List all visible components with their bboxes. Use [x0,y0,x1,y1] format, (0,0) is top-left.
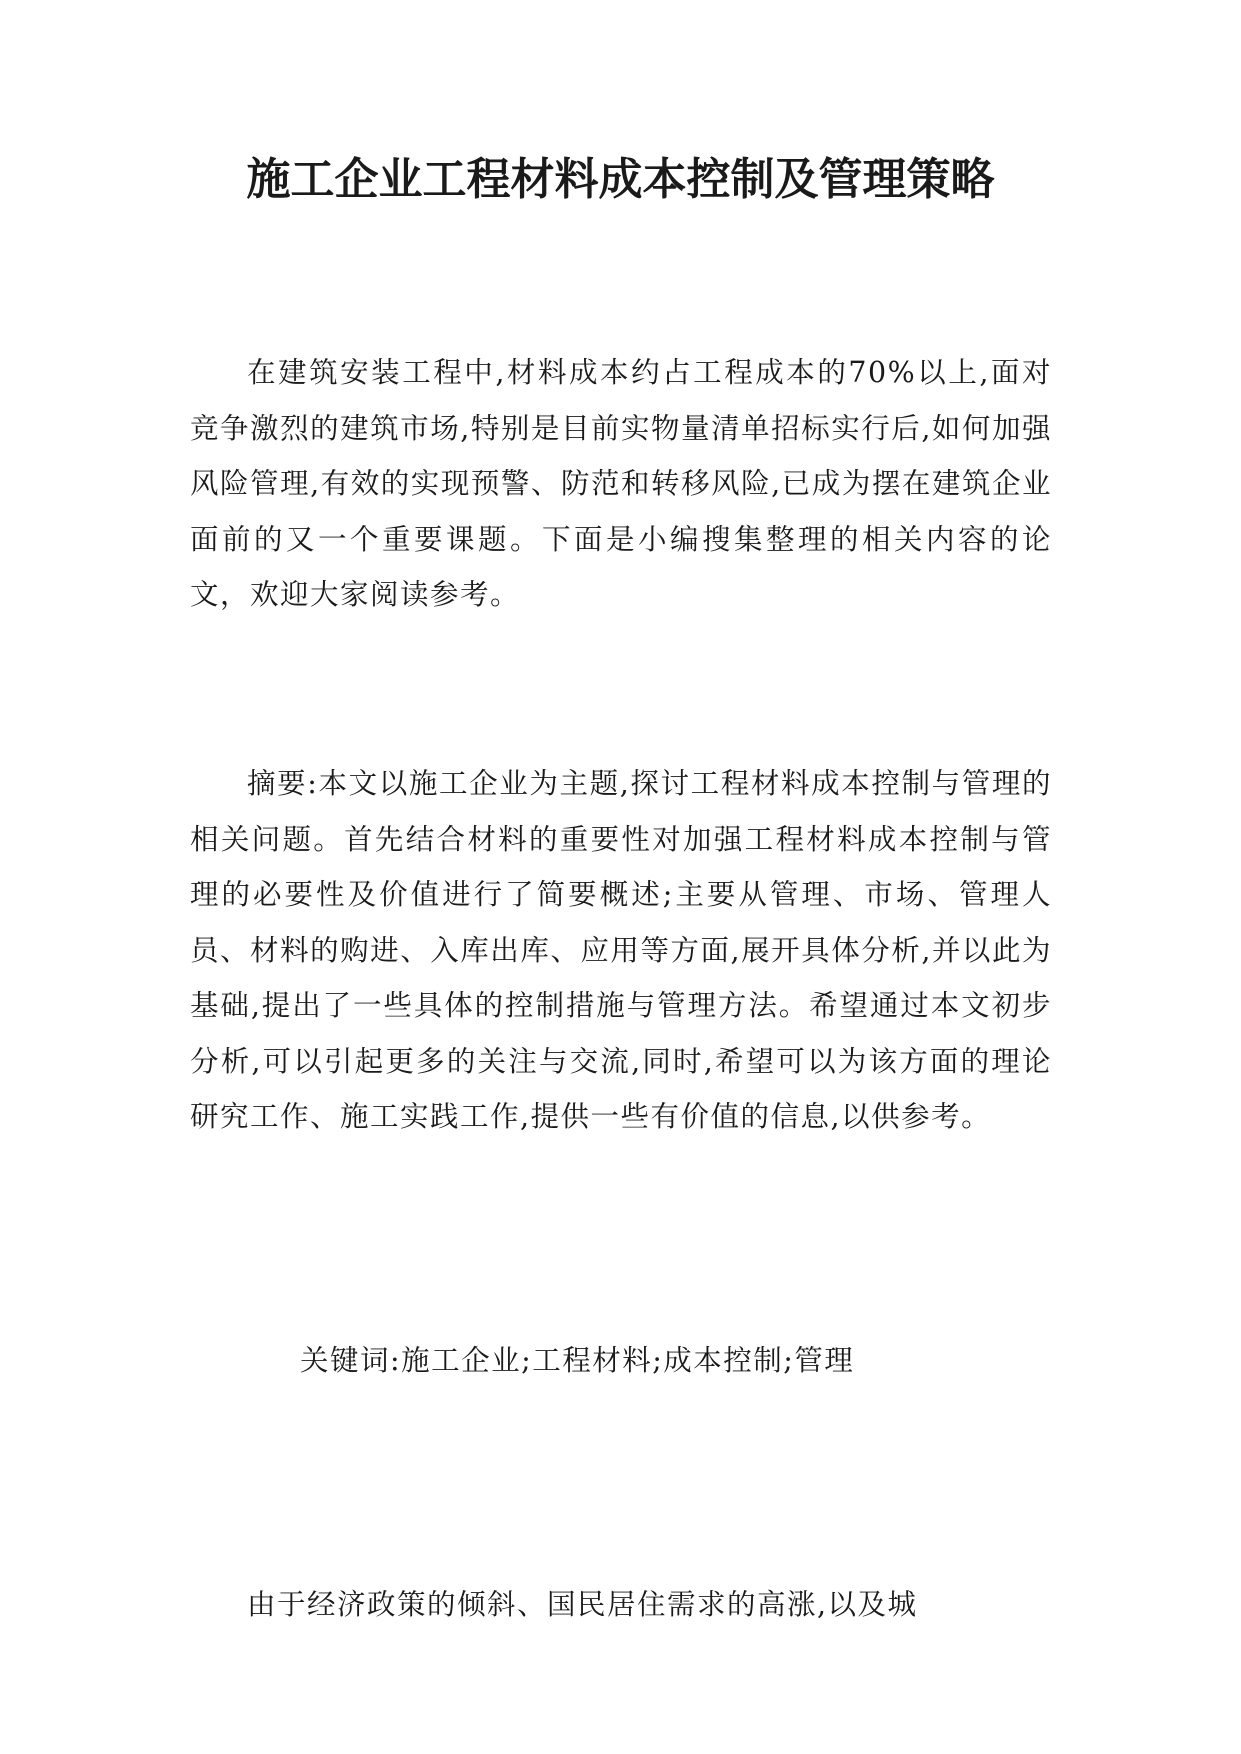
document-title: 施工企业工程材料成本控制及管理策略 [246,154,995,205]
intro-paragraph: 在建筑安装工程中,材料成本约占工程成本的70%以上,面对竞争激烈的建筑市场,特别是目前实物量清单招标实行后,如何加强风险管理,有效的实现预警、防范和转移风险,已成为摆在建筑企业面前的又一个重要课题。下面是小编搜集整理的相关内容的论文，欢迎大家阅读参考。 [190,356,1052,611]
body-paragraph: 由于经济政策的倾斜、国民居住需求的高涨,以及城 [247,1588,918,1621]
keywords-line: 关键词:施工企业;工程材料;成本控制;管理 [300,1344,855,1377]
abstract-paragraph: 摘要:本文以施工企业为主题,探讨工程材料成本控制与管理的相关问题。首先结合材料的重要性对加强工程材料成本控制与管理的必要性及价值进行了简要概述;主要从管理、市场、管理人员、材料的购进、入库出库、应用等方面,展开具体分析,并以此为基础,提出了一些具体的控制措施与管理方法。希望通过本文初步分析,可以引起更多的关注与交流,同时,希望可以为该方面的理论研究工作、施工实践工作,提供一些有价值的信息,以供参考。 [190,767,1052,1133]
